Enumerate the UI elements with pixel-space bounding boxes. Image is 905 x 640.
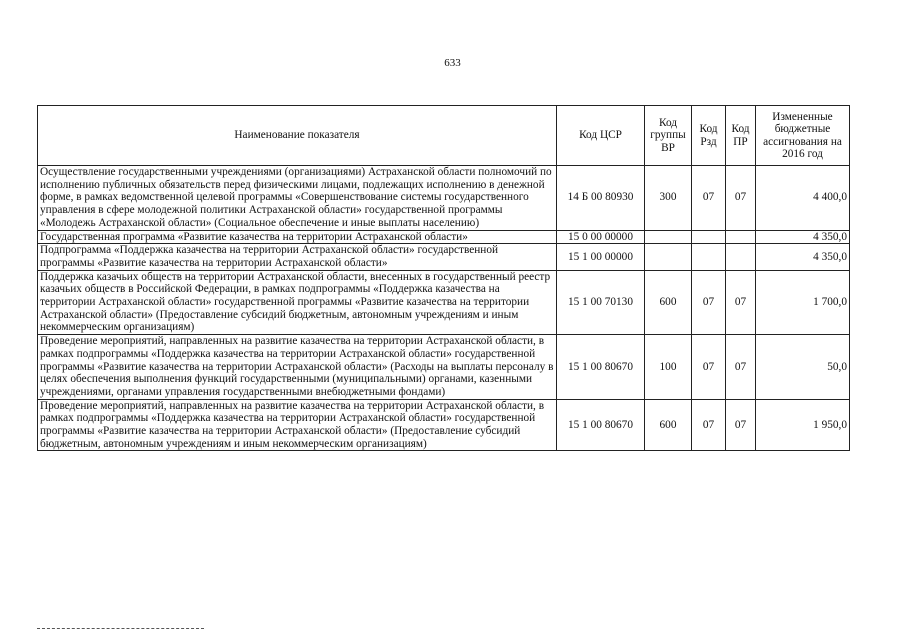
row-rzd: 07 (692, 166, 726, 231)
row-name: Подпрограмма «Поддержка казачества на территории Астраханской области» государственной программы «Развитие казачества на территории Астраханской области» (38, 244, 557, 270)
table-row (38, 335, 850, 400)
row-pr (726, 244, 756, 270)
row-vr: 600 (645, 399, 692, 451)
row-pr: 07 (726, 166, 756, 231)
header-rzd: Код Рзд (692, 106, 726, 166)
row-amount: 4 350,0 (756, 244, 850, 270)
table-row (38, 230, 850, 244)
row-name: Поддержка казачьих обществ на территории Астраханской области, внесенных в государственный реестр казачьих обществ в Российской Федерации, в рамках подпрограммы «Поддержка казачества на территории Астраханской области» государственной программы «Развитие казачества на территории Астраханской области» (Предоставление субсидий бюджетным, автономным учреждениям и иным некоммерческим организациям) (38, 270, 557, 335)
row-pr: 07 (726, 270, 756, 335)
header-pr: Код ПР (726, 106, 756, 166)
row-vr (645, 244, 692, 270)
row-name: Проведение мероприятий, направленных на развитие казачества на территории Астраханской области, в рамках подпрограммы «Поддержка казачества на территории Астраханской области» государственной программы «Развитие казачества на территории Астраханской области» (Расходы на выплаты персоналу в целях обеспечения выполнения функций государственными (муниципальными) органами, казенными учреждениями, органами управления государственными внебюджетными фондами) (38, 335, 557, 400)
row-vr: 300 (645, 166, 692, 231)
table-row (38, 399, 850, 451)
table-row (38, 270, 850, 335)
row-rzd: 07 (692, 270, 726, 335)
row-vr: 600 (645, 270, 692, 335)
budget-table (37, 105, 850, 451)
row-amount: 4 350,0 (756, 230, 850, 244)
row-rzd (692, 230, 726, 244)
row-csr: 15 1 00 80670 (557, 399, 645, 451)
row-csr: 14 Б 00 80930 (557, 166, 645, 231)
header-vr: Код группы ВР (645, 106, 692, 166)
footnote-divider (37, 628, 204, 629)
row-name: Государственная программа «Развитие казачества на территории Астраханской области» (38, 230, 557, 244)
table-row (38, 244, 850, 270)
header-name: Наименование показателя (38, 106, 557, 166)
row-rzd (692, 244, 726, 270)
row-amount: 4 400,0 (756, 166, 850, 231)
row-vr: 100 (645, 335, 692, 400)
row-csr: 15 1 00 80670 (557, 335, 645, 400)
row-csr: 15 1 00 00000 (557, 244, 645, 270)
row-pr: 07 (726, 335, 756, 400)
row-name: Осуществление государственными учреждениями (организациями) Астраханской области полномочий по исполнению публичных обязательств перед физическими лицами, подлежащих исполнению в денежной форме, в рамках ведомственной целевой программы «Совершенствование системы государственного управления в сфере молодежной политики Астраханской области» государственной программы «Молодежь Астраханской области» (Социальное обеспечение и иные выплаты населению) (38, 166, 557, 231)
row-name: Проведение мероприятий, направленных на развитие казачества на территории Астраханской области, в рамках подпрограммы «Поддержка казачества на территории Астраханской области» государственной программы «Развитие казачества на территории Астраханской области» (Предоставление субсидий бюджетным, автономным учреждениям и иным некоммерческим организациям) (38, 399, 557, 451)
table-header-row (38, 106, 850, 166)
row-vr (645, 230, 692, 244)
row-amount: 1 700,0 (756, 270, 850, 335)
row-rzd: 07 (692, 335, 726, 400)
row-amount: 50,0 (756, 335, 850, 400)
row-pr: 07 (726, 399, 756, 451)
row-rzd: 07 (692, 399, 726, 451)
row-pr (726, 230, 756, 244)
row-amount: 1 950,0 (756, 399, 850, 451)
row-csr: 15 1 00 70130 (557, 270, 645, 335)
header-csr: Код ЦСР (557, 106, 645, 166)
row-csr: 15 0 00 00000 (557, 230, 645, 244)
table-row (38, 166, 850, 231)
header-amount: Измененные бюджетные ассигнования на 2016 год (756, 106, 850, 166)
page-number: 633 (444, 57, 461, 69)
